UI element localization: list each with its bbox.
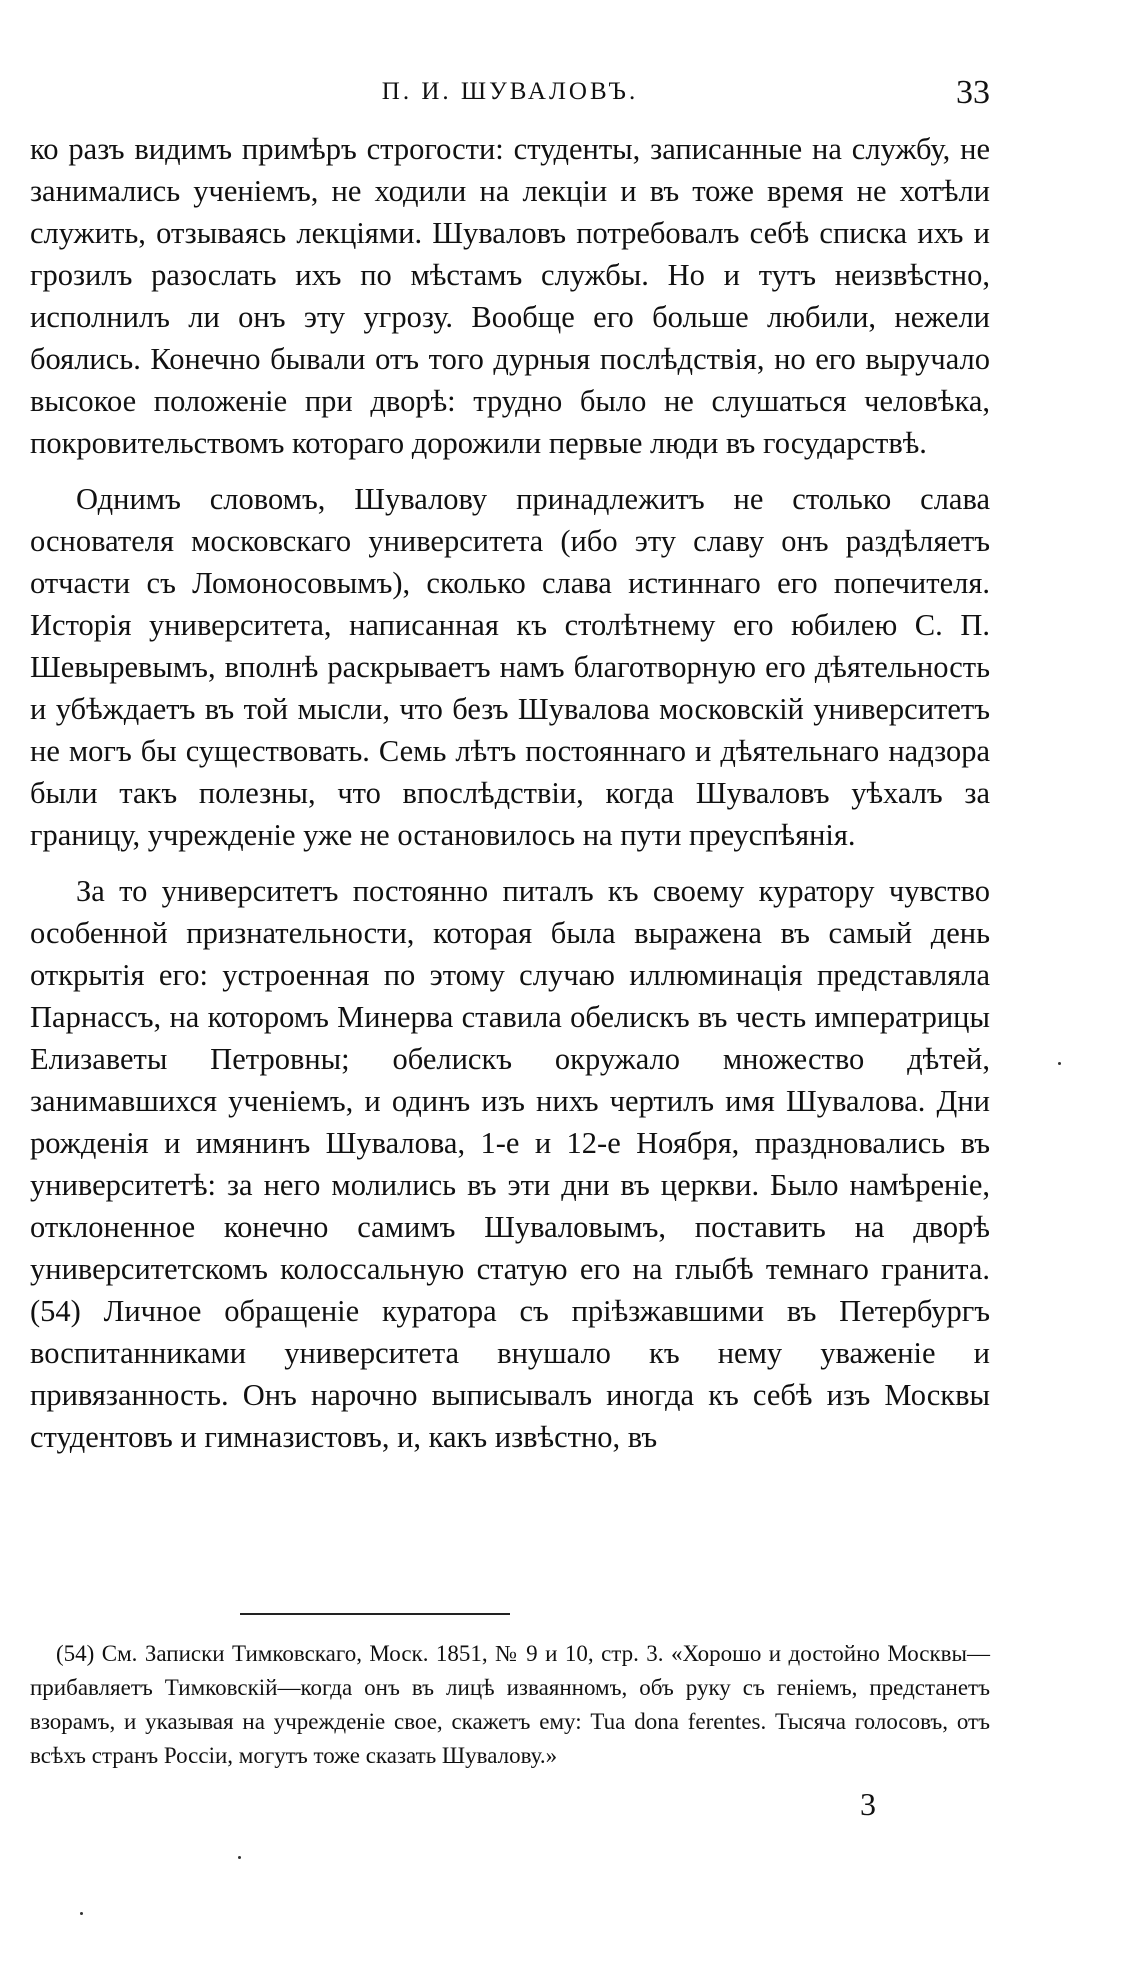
main-text (30, 128, 990, 1472)
print-speck (238, 1856, 241, 1859)
paragraph-3: За то университетъ постоянно питалъ къ своему куратору чувство особенной признательности, которая была выражена въ самый день открытія его: устроенная по этому случаю иллюминація представляла Парнассъ, на которомъ Минерва ставила обелискъ въ честь императрицы Елизаветы Петровны; обелискъ окружало множество дѣтей, занимавшихся ученіемъ, и одинъ изъ нихъ чертилъ имя Шувалова. Дни рожденія и имянинъ Шувалова, 1-е и 12-е Ноября, праздновались въ университетѣ: за него молились въ эти дни въ церкви. Было намѣреніе, отклоненное конечно самимъ Шуваловымъ, поставить на дворѣ университетскомъ колоссальную статую его на глыбѣ темнаго гранита. (54) Личное обращеніе куратора съ пріѣзжавшими въ Петербургъ воспитанниками университета внушало къ нему уваженіе и привязанность. Онъ нарочно выписывалъ иногда къ себѣ изъ Москвы студентовъ и гимназистовъ, и, какъ извѣстно, въ (30, 874, 990, 1454)
running-title: П. И. ШУВАЛОВЪ. (381, 78, 639, 105)
print-speck (80, 1912, 83, 1915)
paragraph-1: ко разъ видимъ примѣръ строгости: студенты, записанные на службу, не занимались ученіемъ, не ходили на лекціи и въ тоже время не хотѣли служить, отзываясь лекціями. Шуваловъ потребовалъ себѣ списка ихъ и грозилъ разослать ихъ по мѣстамъ службы. Но и тутъ неизвѣстно, исполнилъ ли онъ эту угрозу. Вообще его больше любили, нежели боялись. Конечно бывали отъ того дурныя послѣдствія, но его выручало высокое положеніе при дворѣ: трудно было не слушаться человѣка, покровительствомъ котораго дорожили первые люди въ государствѣ. (30, 132, 990, 460)
paragraph-2: Однимъ словомъ, Шувалову принадлежитъ не столько слава основателя московскаго университета (ибо эту славу онъ раздѣляетъ отчасти съ Ломоносовымъ), сколько слава истиннаго его попечителя. Исторія университета, написанная къ столѣтнему его юбилею С. П. Шевыревымъ, вполнѣ раскрываетъ намъ благотворную его дѣятельность и убѣждаетъ въ той мысли, что безъ Шувалова московскій университетъ не могъ бы существовать. Семь лѣтъ постояннаго и дѣятельнаго надзора были такъ полезны, что впослѣдствіи, когда Шуваловъ уѣхалъ за границу, учрежденіе уже не остановилось на пути преуспѣянія. (30, 482, 990, 852)
page-header (30, 74, 990, 118)
print-speck (1058, 1062, 1061, 1065)
footnote-54: (54) См. Записки Тимковскаго, Моск. 1851, № 9 и 10, стр. 3. «Хорошо и достойно Москвы—прибавляетъ Тимковскій—когда онъ въ лицѣ изваянномъ, объ руку съ геніемъ, предстанетъ взорамъ, и указывая на учрежденіе свое, скажетъ ему: Tua dona ferentes. Тысяча голосовъ, отъ всѣхъ странъ Россіи, могутъ тоже сказать Шувалову.» (30, 1641, 990, 1768)
signature-mark: 3 (860, 1786, 876, 1822)
footnote (30, 1637, 990, 1773)
page-number: 33 (956, 74, 990, 111)
footnote-separator (240, 1613, 510, 1615)
